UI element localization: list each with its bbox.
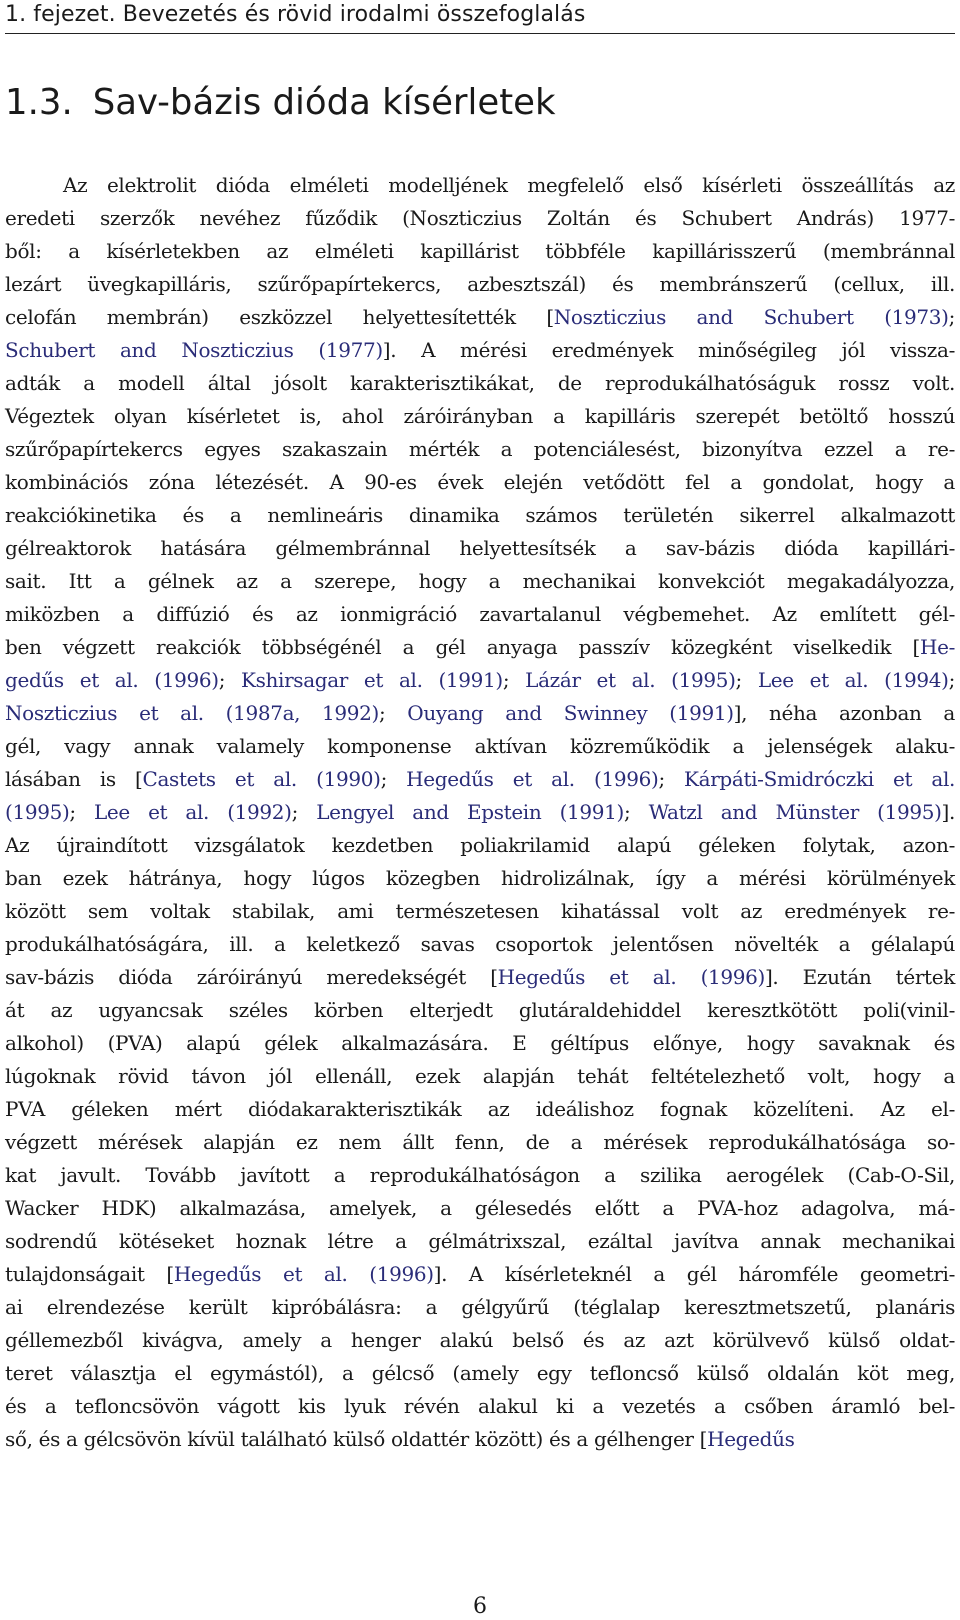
body-text-run: ; bbox=[502, 668, 526, 692]
text-line bbox=[5, 763, 955, 796]
body-text-run: celofán membrán) eszközzel helyettesítették [ bbox=[5, 305, 554, 329]
body-text-run: sav-bázis dióda záróirányú meredekségét [ bbox=[5, 965, 498, 989]
body-text-run: ső, és a gélcsövön kívül található külső oldattér között) és a gélhenger [ bbox=[5, 1427, 708, 1451]
body-text-run: eredeti szerzők nevéhez fűződik (Noszticzius Zoltán és Schubert András) 1977- bbox=[5, 206, 955, 230]
citation-link[interactable]: (1996) bbox=[138, 668, 219, 692]
citation-link[interactable]: He- bbox=[920, 635, 955, 659]
body-text-run: sodrendű kötéseket hoznak létre a gélmátrixszal, ezáltal javítva annak mechanikai bbox=[5, 1229, 955, 1253]
citation-link[interactable]: (1995) bbox=[655, 668, 736, 692]
text-line bbox=[5, 697, 955, 730]
citation-link[interactable]: Hegedűs et al. bbox=[497, 965, 677, 989]
text-line bbox=[5, 598, 955, 631]
body-text-run: ; bbox=[380, 767, 407, 791]
body-text-run: ; bbox=[623, 800, 649, 824]
citation-link[interactable]: (1987a, 1992) bbox=[203, 701, 380, 725]
text-line bbox=[5, 631, 955, 664]
body-text-run: alkohol) (PVA) alapú gélek alkalmazására. E géltípus előnye, hogy savaknak és bbox=[5, 1031, 955, 1055]
section-number: 1.3. bbox=[5, 82, 73, 123]
text-line bbox=[5, 664, 955, 697]
body-text-run: ; bbox=[658, 767, 685, 791]
text-line bbox=[5, 466, 955, 499]
body-text-run: reakciókinetika és a nemlineáris dinamika számos területén sikerrel alkalmazott bbox=[5, 503, 955, 527]
citation-link[interactable]: (1996) bbox=[347, 1262, 434, 1286]
citation-link[interactable]: Lee et al. bbox=[93, 800, 210, 824]
body-text-run: át az ugyancsak széles körben elterjedt glutáraldehiddel keresztkötött poli(vinil- bbox=[5, 998, 955, 1022]
text-line bbox=[5, 433, 955, 466]
running-header: 1. fejezet. Bevezetés és rövid irodalmi összefoglalás bbox=[5, 2, 586, 27]
citation-link[interactable]: Schubert and Noszticzius (1977) bbox=[5, 338, 383, 362]
body-text-run: miközben a diffúzió és az ionmigráció zavartalanul végbemehet. Az említett gél- bbox=[5, 602, 955, 626]
body-text-run: ; bbox=[69, 800, 94, 824]
body-text-run: gélreaktorok hatására gélmembránnal helyettesítsék a sav-bázis dióda kapillári- bbox=[5, 536, 955, 560]
body-text-run: szűrőpapírtekercs egyes szakaszain mérték a potenciálesést, bizonyítva ezzel a re- bbox=[5, 437, 955, 461]
text-line bbox=[5, 1159, 955, 1192]
citation-link[interactable]: (1990) bbox=[296, 767, 381, 791]
citation-link[interactable]: Castets et al. bbox=[142, 767, 297, 791]
body-text-run: Az újraindított vizsgálatok kezdetben poliakrilamid alapú géleken folytak, azon- bbox=[5, 833, 955, 857]
citation-link[interactable]: Ouyang and Swinney bbox=[407, 701, 648, 725]
body-text-run: ben végzett reakciók többségénél a gél anyaga passzív közegként viselkedik [ bbox=[5, 635, 920, 659]
body-text-run: ; bbox=[379, 701, 408, 725]
citation-link[interactable]: Hegedűs et al. bbox=[406, 767, 575, 791]
body-text-run: adták a modell által jósolt karakterisztikákat, de reprodukálhatóságuk rossz volt. bbox=[5, 371, 955, 395]
body-text-run: lásában is [ bbox=[5, 767, 143, 791]
body-text-run: ; bbox=[948, 668, 955, 692]
citation-link[interactable]: (1992) bbox=[209, 800, 292, 824]
text-line bbox=[5, 235, 955, 268]
citation-link[interactable]: Kárpáti-Smidróczki et al. bbox=[684, 767, 956, 791]
citation-link[interactable]: Lee et al. bbox=[757, 668, 869, 692]
text-line bbox=[5, 367, 955, 400]
text-line bbox=[5, 1126, 955, 1159]
section-title: Sav-bázis dióda kísérletek bbox=[92, 82, 556, 123]
body-text-run: ; bbox=[291, 800, 317, 824]
citation-link[interactable]: Lengyel and Epstein bbox=[316, 800, 542, 824]
text-line bbox=[5, 1390, 955, 1423]
body-text-run: ; bbox=[218, 668, 241, 692]
text-line bbox=[5, 1423, 955, 1456]
text-line bbox=[5, 499, 955, 532]
text-line bbox=[5, 169, 955, 202]
citation-link[interactable]: (1991) bbox=[422, 668, 503, 692]
body-text-run: teret választja el egymástól), a gélcső (amely egy tefloncső külső oldalán köt meg, bbox=[5, 1361, 955, 1385]
text-line bbox=[5, 1225, 955, 1258]
text-line bbox=[5, 994, 955, 1027]
text-line bbox=[5, 301, 955, 334]
citation-link[interactable]: Lázár et al. bbox=[525, 668, 656, 692]
text-line bbox=[5, 1060, 955, 1093]
body-text-run: ], néha azonban a bbox=[733, 701, 956, 725]
citation-link[interactable]: (1995) bbox=[5, 800, 70, 824]
citation-link[interactable]: Noszticzius and Schubert (1973) bbox=[553, 305, 949, 329]
text-line bbox=[5, 202, 955, 235]
citation-link[interactable]: gedűs et al. bbox=[5, 668, 139, 692]
body-text-run: sait. Itt a gélnek az a szerepe, hogy a mechanikai konvekciót megakadályozza, bbox=[5, 569, 955, 593]
citation-link[interactable]: (1994) bbox=[868, 668, 949, 692]
body-text-run: Végeztek olyan kísérletet is, ahol záróirányban a kapilláris szerepét betöltő hosszú bbox=[5, 404, 955, 428]
body-text-run: PVA géleken mért diódakarakterisztikák az ideálishoz fognak közelíteni. Az el- bbox=[5, 1097, 955, 1121]
body-text-run: ]. A kísérleteknél a gél háromféle geometri- bbox=[433, 1262, 955, 1286]
body-text-run: ből: a kísérletekben az elméleti kapillárist többféle kapillárisszerű (membránnal bbox=[5, 239, 955, 263]
text-line bbox=[5, 1324, 955, 1357]
text-line bbox=[5, 796, 955, 829]
citation-link[interactable]: (1991) bbox=[647, 701, 734, 725]
citation-link[interactable]: Hegedűs et al. bbox=[173, 1262, 348, 1286]
text-line bbox=[5, 895, 955, 928]
text-line bbox=[5, 1093, 955, 1126]
citation-link[interactable]: (1996) bbox=[574, 767, 659, 791]
text-line bbox=[5, 268, 955, 301]
section-heading bbox=[5, 82, 556, 123]
text-line bbox=[5, 1291, 955, 1324]
text-line bbox=[5, 1027, 955, 1060]
text-line bbox=[5, 565, 955, 598]
body-text-run: géllemezből kivágva, amely a henger alakú belső és az azt körülvevő külső oldat- bbox=[5, 1328, 955, 1352]
body-text-run: ban ezek hátránya, hogy lúgos közegben hidrolizálnak, így a mérési körülmények bbox=[5, 866, 955, 890]
body-text-run: között sem voltak stabilak, ami természetesen kihatással volt az eredmények re- bbox=[5, 899, 955, 923]
body-text-run: ]. bbox=[941, 800, 955, 824]
citation-link[interactable]: Hegedűs bbox=[707, 1427, 795, 1451]
body-text-run: ; bbox=[948, 305, 955, 329]
text-line bbox=[5, 862, 955, 895]
body-text-run: kombinációs zóna létezését. A 90-es évek elején vetődött fel a gondolat, hogy a bbox=[5, 470, 955, 494]
body-paragraph bbox=[5, 169, 955, 1456]
citation-link[interactable]: Noszticzius et al. bbox=[5, 701, 204, 725]
body-text-run: Wacker HDK) alkalmazása, amelyek, a gélesedés előtt a PVA-hoz adagolva, má- bbox=[5, 1196, 955, 1220]
text-line bbox=[5, 961, 955, 994]
text-line bbox=[5, 400, 955, 433]
header-rule bbox=[5, 33, 955, 34]
text-line bbox=[5, 829, 955, 862]
body-text-run: produkálhatóságára, ill. a keletkező savas csoportok jelentősen növelték a gélalapú bbox=[5, 932, 955, 956]
body-text-run: ; bbox=[735, 668, 758, 692]
body-text-run: lezárt üvegkapilláris, szűrőpapírtekercs, azbesztszál) és membránszerű (cellux, ill. bbox=[5, 272, 955, 296]
body-text-run: Az elektrolit dióda elméleti modelljének megfelelő első kísérleti összeállítás az bbox=[63, 173, 955, 197]
citation-link[interactable]: Kshirsagar et al. bbox=[241, 668, 423, 692]
citation-link[interactable]: Watzl and Münster bbox=[648, 800, 859, 824]
text-line bbox=[5, 1192, 955, 1225]
body-text-run: ]. A mérési eredmények minőségileg jól vissza- bbox=[382, 338, 955, 362]
body-text-run: lúgoknak rövid távon jól ellenáll, ezek alapján tehát feltételezhető volt, hogy a bbox=[5, 1064, 955, 1088]
body-text-run: kat javult. Tovább javított a reprodukálhatóságon a szilika aerogélek (Cab-O-Sil, bbox=[5, 1163, 955, 1187]
citation-link[interactable]: (1996) bbox=[676, 965, 765, 989]
body-text-run: ai elrendezése került kipróbálásra: a gélgyűrű (téglalap keresztmetszetű, planáris bbox=[5, 1295, 955, 1319]
citation-link[interactable]: (1995) bbox=[858, 800, 942, 824]
text-line bbox=[5, 928, 955, 961]
text-line bbox=[5, 334, 955, 367]
text-line bbox=[5, 730, 955, 763]
body-text-run: végzett mérések alapján ez nem állt fenn, de a mérések reprodukálhatósága so- bbox=[5, 1130, 955, 1154]
body-text-run: és a tefloncsövön vágott kis lyuk révén alakul ki a vezetés a csőben áramló bel- bbox=[5, 1394, 955, 1418]
page-number: 6 bbox=[473, 1594, 487, 1619]
body-text-run: ]. Ezután tértek bbox=[764, 965, 955, 989]
body-text-run: gél, vagy annak valamely komponense aktívan közreműködik a jelenségek alaku- bbox=[5, 734, 955, 758]
citation-link[interactable]: (1991) bbox=[541, 800, 624, 824]
text-line bbox=[5, 1258, 955, 1291]
body-text-run: tulajdonságait [ bbox=[5, 1262, 174, 1286]
text-line bbox=[5, 532, 955, 565]
text-line bbox=[5, 1357, 955, 1390]
